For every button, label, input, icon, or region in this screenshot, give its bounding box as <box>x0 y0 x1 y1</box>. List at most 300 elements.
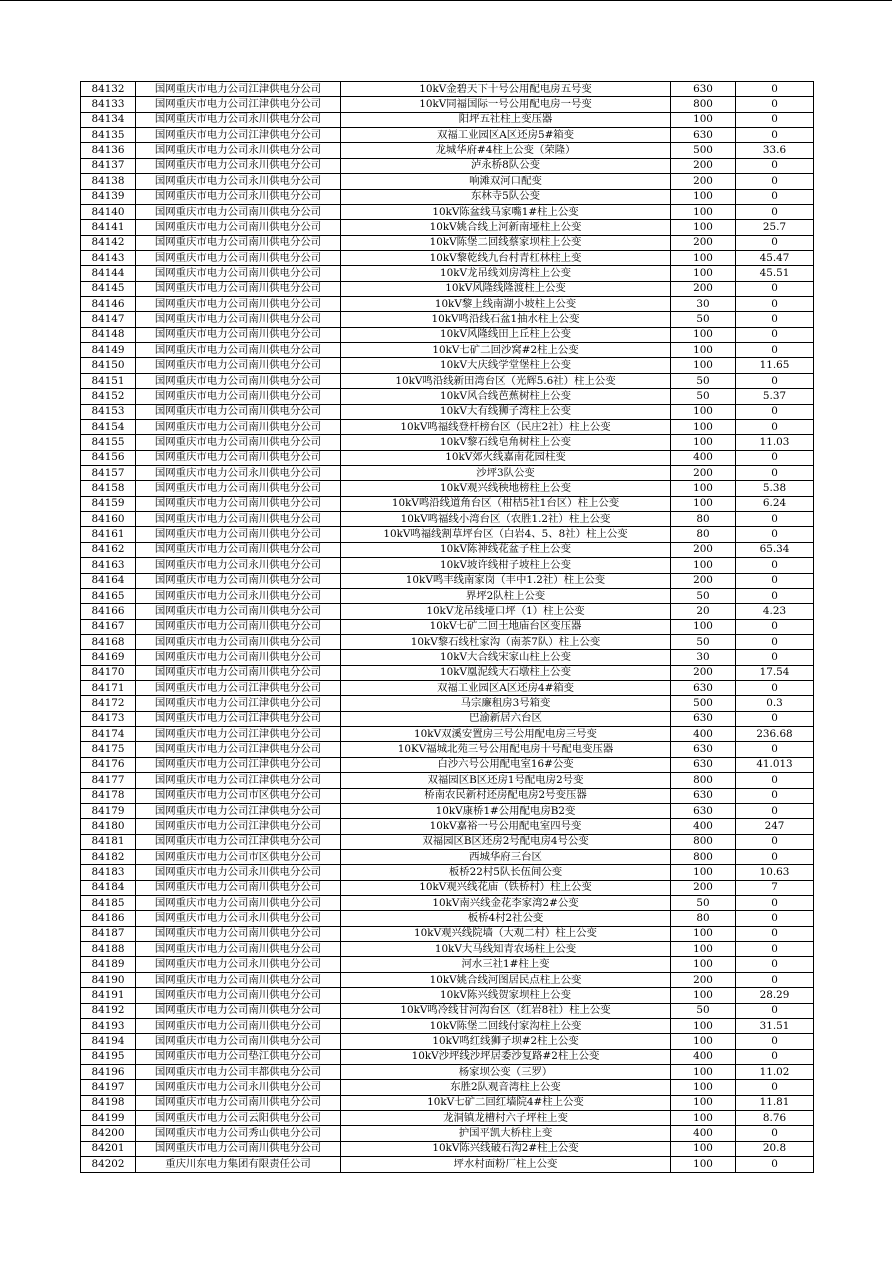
name-cell: 10kV沙坪线沙坪居委沙复路#2柱上公变 <box>341 1049 671 1064</box>
value-cell: 0 <box>736 189 814 204</box>
company-cell: 国网重庆市电力公司市区供电分公司 <box>136 788 341 803</box>
row-id-cell: 84144 <box>81 266 136 281</box>
company-cell: 国网重庆市电力公司南川供电分公司 <box>136 896 341 911</box>
name-cell: 10kV嘉裕一号公用配电室四号变 <box>341 819 671 834</box>
value-cell: 0 <box>736 1157 814 1172</box>
company-cell: 国网重庆市电力公司南川供电分公司 <box>136 250 341 265</box>
company-cell: 国网重庆市电力公司南川供电分公司 <box>136 373 341 388</box>
capacity-cell: 400 <box>671 819 736 834</box>
row-id-cell: 84157 <box>81 465 136 480</box>
value-cell: 247 <box>736 819 814 834</box>
row-id-cell: 84174 <box>81 727 136 742</box>
value-cell: 25.7 <box>736 220 814 235</box>
row-id-cell: 84139 <box>81 189 136 204</box>
value-cell: 0 <box>736 450 814 465</box>
value-cell: 0 <box>736 896 814 911</box>
row-id-cell: 84161 <box>81 527 136 542</box>
value-cell: 0 <box>736 619 814 634</box>
row-id-cell: 84136 <box>81 143 136 158</box>
company-cell: 国网重庆市电力公司南川供电分公司 <box>136 573 341 588</box>
company-cell: 国网重庆市电力公司垫江供电分公司 <box>136 1049 341 1064</box>
table-row <box>81 97 814 112</box>
value-cell: 0 <box>736 1080 814 1095</box>
name-cell: 白沙六号公用配电室16#公变 <box>341 757 671 772</box>
name-cell: 10kV陈神线花盆子柱上公变 <box>341 542 671 557</box>
table-row <box>81 773 814 788</box>
table-row <box>81 619 814 634</box>
table-row <box>81 1126 814 1141</box>
company-cell: 国网重庆市电力公司永川供电分公司 <box>136 558 341 573</box>
company-cell: 国网重庆市电力公司江津供电分公司 <box>136 727 341 742</box>
capacity-cell: 500 <box>671 143 736 158</box>
name-cell: 10kV七矿二回红墙院4#柱上公变 <box>341 1095 671 1110</box>
capacity-cell: 100 <box>671 1111 736 1126</box>
value-cell: 0 <box>736 312 814 327</box>
table-row <box>81 373 814 388</box>
company-cell: 国网重庆市电力公司南川供电分公司 <box>136 312 341 327</box>
value-cell: 0 <box>736 465 814 480</box>
company-cell: 国网重庆市电力公司永川供电分公司 <box>136 158 341 173</box>
value-cell: 7 <box>736 880 814 895</box>
row-id-cell: 84148 <box>81 327 136 342</box>
row-id-cell: 84194 <box>81 1034 136 1049</box>
capacity-cell: 800 <box>671 773 736 788</box>
table-row <box>81 665 814 680</box>
row-id-cell: 84185 <box>81 896 136 911</box>
name-cell: 双福工业园区A区还房4#箱变 <box>341 681 671 696</box>
value-cell: 0 <box>736 174 814 189</box>
company-cell: 国网重庆市电力公司丰都供电分公司 <box>136 1065 341 1080</box>
row-id-cell: 84199 <box>81 1111 136 1126</box>
company-cell: 国网重庆市电力公司江津供电分公司 <box>136 82 341 97</box>
company-cell: 国网重庆市电力公司南川供电分公司 <box>136 358 341 373</box>
company-cell: 国网重庆市电力公司江津供电分公司 <box>136 757 341 772</box>
table-row <box>81 1034 814 1049</box>
row-id-cell: 84145 <box>81 281 136 296</box>
row-id-cell: 84200 <box>81 1126 136 1141</box>
capacity-cell: 100 <box>671 435 736 450</box>
name-cell: 东林寺5队公变 <box>341 189 671 204</box>
name-cell: 10kV鸣福线小湾台区（农胜1.2社）柱上公变 <box>341 512 671 527</box>
capacity-cell: 400 <box>671 450 736 465</box>
table-row <box>81 558 814 573</box>
name-cell: 10kV姚合线上河新南垭柱上公变 <box>341 220 671 235</box>
value-cell: 0 <box>736 942 814 957</box>
row-id-cell: 84159 <box>81 496 136 511</box>
row-id-cell: 84134 <box>81 112 136 127</box>
row-id-cell: 84191 <box>81 988 136 1003</box>
name-cell: 10kV观兴线院墙（大观二村）柱上公变 <box>341 926 671 941</box>
capacity-cell: 630 <box>671 788 736 803</box>
company-cell: 国网重庆市电力公司南川供电分公司 <box>136 1003 341 1018</box>
name-cell: 响滩双河口配变 <box>341 174 671 189</box>
value-cell: 5.37 <box>736 389 814 404</box>
value-cell: 33.6 <box>736 143 814 158</box>
name-cell: 10kV南兴线金花李家湾2#公变 <box>341 896 671 911</box>
row-id-cell: 84147 <box>81 312 136 327</box>
value-cell: 0 <box>736 112 814 127</box>
name-cell: 10kV黎上线南湖小坡柱上公变 <box>341 297 671 312</box>
table-row <box>81 588 814 603</box>
table-row <box>81 1065 814 1080</box>
capacity-cell: 200 <box>671 542 736 557</box>
capacity-cell: 100 <box>671 1157 736 1172</box>
company-cell: 国网重庆市电力公司江津供电分公司 <box>136 819 341 834</box>
name-cell: 10kV大马线知青农场柱上公变 <box>341 942 671 957</box>
name-cell: 双福园区B区还房1号配电房2号变 <box>341 773 671 788</box>
capacity-cell: 50 <box>671 588 736 603</box>
row-id-cell: 84193 <box>81 1018 136 1033</box>
row-id-cell: 84151 <box>81 373 136 388</box>
value-cell: 0 <box>736 573 814 588</box>
company-cell: 国网重庆市电力公司永川供电分公司 <box>136 465 341 480</box>
name-cell: 10kV坡许线柑子坡柱上公变 <box>341 558 671 573</box>
table-row <box>81 512 814 527</box>
value-cell: 0 <box>736 97 814 112</box>
table-row <box>81 527 814 542</box>
row-id-cell: 84133 <box>81 97 136 112</box>
company-cell: 国网重庆市电力公司江津供电分公司 <box>136 681 341 696</box>
table-row <box>81 819 814 834</box>
company-cell: 国网重庆市电力公司南川供电分公司 <box>136 650 341 665</box>
company-cell: 国网重庆市电力公司南川供电分公司 <box>136 281 341 296</box>
company-cell: 国网重庆市电力公司永川供电分公司 <box>136 143 341 158</box>
row-id-cell: 84138 <box>81 174 136 189</box>
name-cell: 10kV鸣福线登杆榜台区（民庄2社）柱上公变 <box>341 419 671 434</box>
table-row <box>81 711 814 726</box>
row-id-cell: 84153 <box>81 404 136 419</box>
name-cell: 10kV风隆线隆渡柱上公变 <box>341 281 671 296</box>
table-row <box>81 1080 814 1095</box>
row-id-cell: 84172 <box>81 696 136 711</box>
name-cell: 泸永桥8队公变 <box>341 158 671 173</box>
value-cell: 0 <box>736 1003 814 1018</box>
company-cell: 国网重庆市电力公司江津供电分公司 <box>136 97 341 112</box>
row-id-cell: 84187 <box>81 926 136 941</box>
capacity-cell: 80 <box>671 911 736 926</box>
table-row <box>81 465 814 480</box>
name-cell: 10kV鸣沿线道角台区（柑桔5社1台区）柱上公变 <box>341 496 671 511</box>
name-cell: 10kV龙吊线刘房湾柱上公变 <box>341 266 671 281</box>
row-id-cell: 84156 <box>81 450 136 465</box>
name-cell: 东胜2队观音湾柱上公变 <box>341 1080 671 1095</box>
row-id-cell: 84190 <box>81 972 136 987</box>
company-cell: 国网重庆市电力公司南川供电分公司 <box>136 880 341 895</box>
name-cell: 板桥22村5队长伍间公变 <box>341 865 671 880</box>
table-row <box>81 896 814 911</box>
capacity-cell: 800 <box>671 849 736 864</box>
value-cell: 0 <box>736 297 814 312</box>
value-cell: 0 <box>736 834 814 849</box>
value-cell: 11.03 <box>736 435 814 450</box>
company-cell: 国网重庆市电力公司秀山供电分公司 <box>136 1126 341 1141</box>
table-row <box>81 604 814 619</box>
table-row <box>81 419 814 434</box>
table-row <box>81 235 814 250</box>
table-row <box>81 757 814 772</box>
row-id-cell: 84152 <box>81 389 136 404</box>
capacity-cell: 100 <box>671 481 736 496</box>
company-cell: 国网重庆市电力公司南川供电分公司 <box>136 542 341 557</box>
value-cell: 0 <box>736 327 814 342</box>
name-cell: 10kV鸣沿线新田湾台区（光辉5.6社）柱上公变 <box>341 373 671 388</box>
table-row <box>81 911 814 926</box>
value-cell: 0 <box>736 742 814 757</box>
name-cell: 10kV黎石线皂角树柱上公变 <box>341 435 671 450</box>
capacity-cell: 630 <box>671 803 736 818</box>
company-cell: 国网重庆市电力公司南川供电分公司 <box>136 404 341 419</box>
row-id-cell: 84140 <box>81 204 136 219</box>
row-id-cell: 84137 <box>81 158 136 173</box>
name-cell: 界坪2队柱上公变 <box>341 588 671 603</box>
name-cell: 10kV姚合线河图居民点柱上公变 <box>341 972 671 987</box>
table-row <box>81 542 814 557</box>
capacity-cell: 630 <box>671 742 736 757</box>
capacity-cell: 200 <box>671 880 736 895</box>
name-cell: 马宗廉租房3号箱变 <box>341 696 671 711</box>
company-cell: 国网重庆市电力公司南川供电分公司 <box>136 988 341 1003</box>
company-cell: 国网重庆市电力公司南川供电分公司 <box>136 419 341 434</box>
value-cell: 0 <box>736 419 814 434</box>
value-cell: 0 <box>736 849 814 864</box>
table-row <box>81 435 814 450</box>
row-id-cell: 84196 <box>81 1065 136 1080</box>
capacity-cell: 100 <box>671 988 736 1003</box>
value-cell: 0 <box>736 650 814 665</box>
table-row <box>81 266 814 281</box>
value-cell: 0 <box>736 634 814 649</box>
capacity-cell: 200 <box>671 665 736 680</box>
company-cell: 国网重庆市电力公司南川供电分公司 <box>136 604 341 619</box>
row-id-cell: 84195 <box>81 1049 136 1064</box>
table-row <box>81 450 814 465</box>
capacity-cell: 20 <box>671 604 736 619</box>
row-id-cell: 84177 <box>81 773 136 788</box>
table-row <box>81 926 814 941</box>
row-id-cell: 84178 <box>81 788 136 803</box>
name-cell: 10kV风合线芭蕉树柱上公变 <box>341 389 671 404</box>
company-cell: 国网重庆市电力公司南川供电分公司 <box>136 389 341 404</box>
capacity-cell: 200 <box>671 235 736 250</box>
capacity-cell: 630 <box>671 757 736 772</box>
value-cell: 31.51 <box>736 1018 814 1033</box>
company-cell: 国网重庆市电力公司南川供电分公司 <box>136 1141 341 1156</box>
capacity-cell: 400 <box>671 1126 736 1141</box>
company-cell: 国网重庆市电力公司云阳供电分公司 <box>136 1111 341 1126</box>
row-id-cell: 84135 <box>81 128 136 143</box>
company-cell: 国网重庆市电力公司永川供电分公司 <box>136 1080 341 1095</box>
capacity-cell: 100 <box>671 926 736 941</box>
capacity-cell: 100 <box>671 1018 736 1033</box>
name-cell: 10KV福城北苑三号公用配电房十号配电变压器 <box>341 742 671 757</box>
capacity-cell: 50 <box>671 312 736 327</box>
table-row <box>81 1049 814 1064</box>
name-cell: 10kV陈盆线马家嘴1#柱上公变 <box>341 204 671 219</box>
table-row <box>81 573 814 588</box>
capacity-cell: 100 <box>671 404 736 419</box>
page-top-rule <box>0 0 892 1</box>
company-cell: 国网重庆市电力公司永川供电分公司 <box>136 865 341 880</box>
table-row <box>81 358 814 373</box>
capacity-cell: 100 <box>671 496 736 511</box>
capacity-cell: 100 <box>671 250 736 265</box>
company-cell: 国网重庆市电力公司南川供电分公司 <box>136 527 341 542</box>
value-cell: 0 <box>736 1049 814 1064</box>
table-row <box>81 343 814 358</box>
table-row <box>81 496 814 511</box>
table-body <box>81 82 814 1173</box>
company-cell: 国网重庆市电力公司南川供电分公司 <box>136 634 341 649</box>
row-id-cell: 84182 <box>81 849 136 864</box>
capacity-cell: 630 <box>671 711 736 726</box>
row-id-cell: 84179 <box>81 803 136 818</box>
table-row <box>81 250 814 265</box>
row-id-cell: 84186 <box>81 911 136 926</box>
row-id-cell: 84170 <box>81 665 136 680</box>
capacity-cell: 100 <box>671 1034 736 1049</box>
capacity-cell: 80 <box>671 527 736 542</box>
value-cell: 41.013 <box>736 757 814 772</box>
table-row <box>81 389 814 404</box>
company-cell: 国网重庆市电力公司南川供电分公司 <box>136 512 341 527</box>
value-cell: 0 <box>736 972 814 987</box>
row-id-cell: 84168 <box>81 634 136 649</box>
table-row <box>81 312 814 327</box>
company-cell: 国网重庆市电力公司永川供电分公司 <box>136 911 341 926</box>
capacity-cell: 100 <box>671 957 736 972</box>
name-cell: 10kV陈兴线破石沟2#柱上公变 <box>341 1141 671 1156</box>
capacity-cell: 200 <box>671 174 736 189</box>
table-row <box>81 865 814 880</box>
table-row <box>81 327 814 342</box>
data-table <box>80 81 814 1173</box>
name-cell: 10kV大庆线学堂堡柱上公变 <box>341 358 671 373</box>
capacity-cell: 100 <box>671 1095 736 1110</box>
table-row <box>81 849 814 864</box>
capacity-cell: 100 <box>671 204 736 219</box>
value-cell: 0 <box>736 1034 814 1049</box>
value-cell: 5.38 <box>736 481 814 496</box>
table-row <box>81 158 814 173</box>
name-cell: 龙城华府#4柱上公变（荣隆） <box>341 143 671 158</box>
name-cell: 龙洞镇龙槽村六子坪柱上变 <box>341 1111 671 1126</box>
company-cell: 国网重庆市电力公司南川供电分公司 <box>136 435 341 450</box>
name-cell: 双福工业园区A区还房5#箱变 <box>341 128 671 143</box>
name-cell: 10kV凰泥线大石墩柱上公变 <box>341 665 671 680</box>
name-cell: 10kV陈堡二回线蔡家坝柱上公变 <box>341 235 671 250</box>
company-cell: 国网重庆市电力公司南川供电分公司 <box>136 481 341 496</box>
table-row <box>81 189 814 204</box>
value-cell: 0 <box>736 711 814 726</box>
company-cell: 国网重庆市电力公司南川供电分公司 <box>136 343 341 358</box>
capacity-cell: 630 <box>671 82 736 97</box>
value-cell: 45.51 <box>736 266 814 281</box>
company-cell: 国网重庆市电力公司永川供电分公司 <box>136 957 341 972</box>
company-cell: 国网重庆市电力公司江津供电分公司 <box>136 803 341 818</box>
table-row <box>81 942 814 957</box>
name-cell: 10kV风隆线田上丘柱上公变 <box>341 327 671 342</box>
table-row <box>81 742 814 757</box>
name-cell: 河水三社1#柱上变 <box>341 957 671 972</box>
capacity-cell: 80 <box>671 512 736 527</box>
name-cell: 巴渝新居六台区 <box>341 711 671 726</box>
value-cell: 10.63 <box>736 865 814 880</box>
row-id-cell: 84183 <box>81 865 136 880</box>
row-id-cell: 84154 <box>81 419 136 434</box>
table-row <box>81 281 814 296</box>
capacity-cell: 100 <box>671 619 736 634</box>
value-cell: 0 <box>736 343 814 358</box>
company-cell: 国网重庆市电力公司市区供电分公司 <box>136 849 341 864</box>
value-cell: 20.8 <box>736 1141 814 1156</box>
name-cell: 10kV鸣福线割草坪台区（白岩4、5、8社）柱上公变 <box>341 527 671 542</box>
row-id-cell: 84143 <box>81 250 136 265</box>
value-cell: 0.3 <box>736 696 814 711</box>
capacity-cell: 200 <box>671 465 736 480</box>
table-row <box>81 972 814 987</box>
capacity-cell: 200 <box>671 281 736 296</box>
company-cell: 国网重庆市电力公司江津供电分公司 <box>136 711 341 726</box>
capacity-cell: 800 <box>671 834 736 849</box>
table-row <box>81 1141 814 1156</box>
value-cell: 0 <box>736 373 814 388</box>
capacity-cell: 100 <box>671 266 736 281</box>
name-cell: 10kV陈堡二回线付家沟柱上公变 <box>341 1018 671 1033</box>
row-id-cell: 84197 <box>81 1080 136 1095</box>
capacity-cell: 800 <box>671 97 736 112</box>
capacity-cell: 400 <box>671 1049 736 1064</box>
name-cell: 桥南农民新村还房配电房2号变压器 <box>341 788 671 803</box>
name-cell: 10kV观兴线秧地榜柱上公变 <box>341 481 671 496</box>
table-row <box>81 988 814 1003</box>
value-cell: 0 <box>736 281 814 296</box>
table-row <box>81 1018 814 1033</box>
name-cell: 10kV观兴线花庙（铁桥村）柱上公变 <box>341 880 671 895</box>
capacity-cell: 50 <box>671 634 736 649</box>
capacity-cell: 100 <box>671 865 736 880</box>
name-cell: 10kV康桥1#公用配电房B2变 <box>341 803 671 818</box>
table-row <box>81 143 814 158</box>
capacity-cell: 500 <box>671 696 736 711</box>
name-cell: 10kV郊火线嘉南花园柱变 <box>341 450 671 465</box>
name-cell: 10kV双溪安置房三号公用配电房三号变 <box>341 727 671 742</box>
capacity-cell: 100 <box>671 1065 736 1080</box>
company-cell: 国网重庆市电力公司南川供电分公司 <box>136 619 341 634</box>
value-cell: 11.81 <box>736 1095 814 1110</box>
capacity-cell: 100 <box>671 189 736 204</box>
capacity-cell: 630 <box>671 128 736 143</box>
row-id-cell: 84198 <box>81 1095 136 1110</box>
name-cell: 10kV鸣红线狮子坝#2柱上公变 <box>341 1034 671 1049</box>
name-cell: 10kV黎乾线九台村青杠林柱上变 <box>341 250 671 265</box>
capacity-cell: 30 <box>671 650 736 665</box>
table-row <box>81 788 814 803</box>
capacity-cell: 200 <box>671 972 736 987</box>
company-cell: 国网重庆市电力公司永川供电分公司 <box>136 174 341 189</box>
row-id-cell: 84189 <box>81 957 136 972</box>
table-row <box>81 696 814 711</box>
row-id-cell: 84201 <box>81 1141 136 1156</box>
row-id-cell: 84176 <box>81 757 136 772</box>
row-id-cell: 84132 <box>81 82 136 97</box>
capacity-cell: 30 <box>671 297 736 312</box>
name-cell: 护国平凯大桥柱上变 <box>341 1126 671 1141</box>
name-cell: 10kV陈兴线贺家坝柱上公变 <box>341 988 671 1003</box>
capacity-cell: 400 <box>671 727 736 742</box>
table-row <box>81 297 814 312</box>
capacity-cell: 100 <box>671 343 736 358</box>
name-cell: 10kV龙吊线垭口坪（1）柱上公变 <box>341 604 671 619</box>
